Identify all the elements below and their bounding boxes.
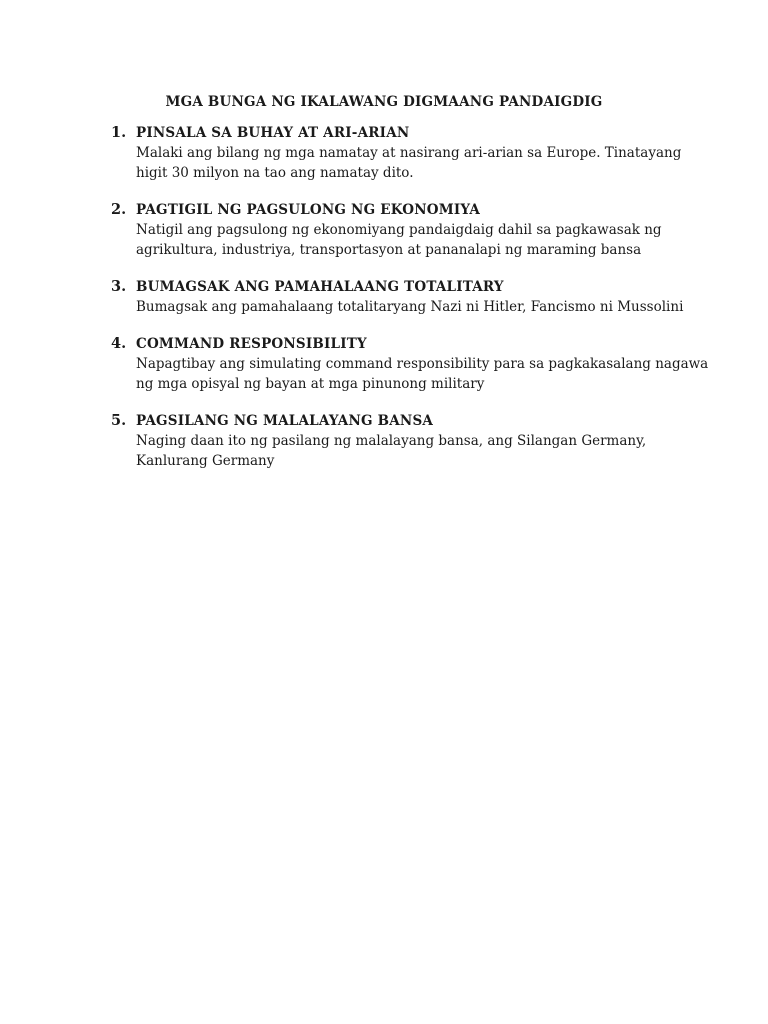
item-heading: PAGTIGIL NG PAGSULONG NG EKONOMIYA <box>136 202 481 218</box>
item-number: 4. <box>111 335 127 352</box>
list-item <box>111 200 711 260</box>
item-number: 3. <box>111 278 127 295</box>
item-number: 1. <box>111 124 127 141</box>
item-heading: COMMAND RESPONSIBILITY <box>136 336 367 352</box>
item-number: 2. <box>111 201 127 218</box>
list-item <box>111 411 711 471</box>
item-body: Malaki ang bilang ng mga namatay at nasirang ari-arian sa Europe. Tinatayang higit 30 milyon na tao ang namatay dito. <box>136 145 682 181</box>
document-title: MGA BUNGA NG IKALAWANG DIGMAANG PANDAIGDIG <box>165 94 603 110</box>
list-item <box>111 123 711 183</box>
list-item <box>111 334 711 394</box>
item-heading: PAGSILANG NG MALALAYANG BANSA <box>136 413 434 429</box>
item-body: Napagtibay ang simulating command responsibility para sa pagkakasalang nagawa ng mga opisyal ng bayan at mga pinunong military <box>136 356 709 392</box>
item-heading: PINSALA SA BUHAY AT ARI-ARIAN <box>136 125 410 141</box>
list-item <box>111 277 711 317</box>
item-number: 5. <box>111 412 127 429</box>
item-body: Naging daan ito ng pasilang ng malalayang bansa, ang Silangan Germany, Kanlurang Germany <box>136 433 647 469</box>
item-body: Natigil ang pagsulong ng ekonomiyang pandaigdaig dahil sa pagkawasak ng agrikultura, industriya, transportasyon at pananalapi ng maraming bansa <box>136 222 662 258</box>
item-body: Bumagsak ang pamahalaang totalitaryang Nazi ni Hitler, Fancismo ni Mussolini <box>136 299 684 315</box>
consequences-list <box>111 123 711 488</box>
item-heading: BUMAGSAK ANG PAMAHALAANG TOTALITARY <box>136 279 504 295</box>
